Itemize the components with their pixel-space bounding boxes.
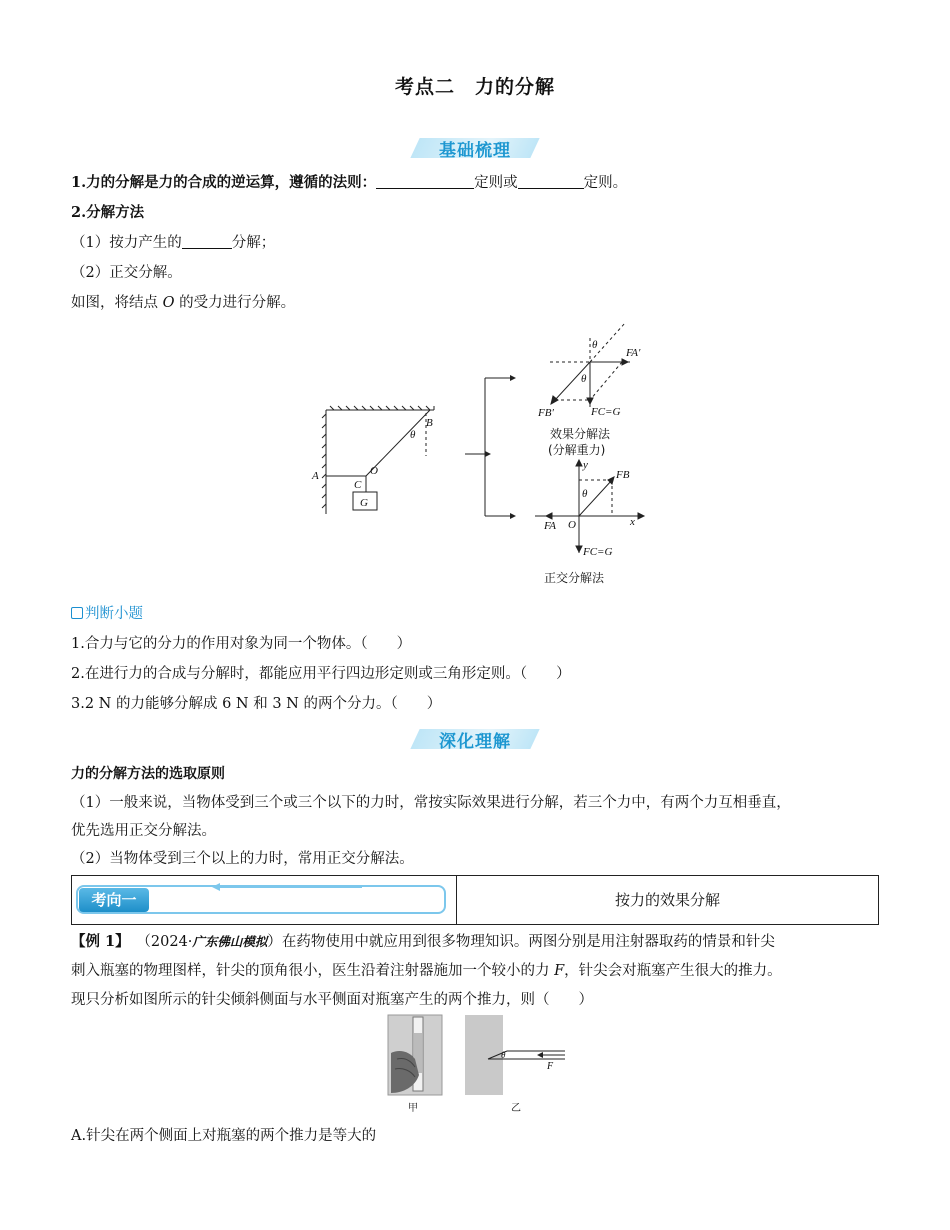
kaoxiang-badge: 考向一 [79, 888, 149, 912]
label-O: O [370, 465, 378, 477]
section-banner-deepen [415, 727, 535, 751]
item-1: 1.力的分解是力的合成的逆运算，遵循的法则： 定则或 定则。 [71, 174, 628, 191]
wall-hatch [322, 406, 434, 514]
principle-1a: （1）一般来说，当物体受到三个或三个以下的力时，常按实际效果进行分解，若三个力中，有两个力互相垂直， [71, 795, 791, 811]
principle-heading: 力的分解方法的选取原则 [71, 766, 225, 782]
label-A: A [312, 470, 319, 482]
label-y: y [583, 459, 588, 471]
section-banner-label: 深化理解 [439, 732, 511, 752]
label-FA-prime: FA′ [626, 347, 641, 359]
caption-yi: 乙 [511, 1103, 521, 1114]
label-FB: FB [616, 469, 630, 481]
method-2: （2）正交分解。 [71, 265, 182, 281]
item-2: 2.分解方法 [71, 204, 145, 221]
example-tag: 【例 1】 [71, 933, 130, 950]
label-FB-prime: FB′ [538, 407, 554, 419]
label-theta-syringe: θ [501, 1050, 506, 1060]
syringe-figure [385, 1013, 575, 1118]
label-F: F [547, 1061, 554, 1072]
label-O-2: O [568, 519, 576, 531]
example-line-1: 【例 1】 （2024·广东佛山模拟）在药物使用中就应用到很多物理知识。两图分别是用注射器取药的情景和针尖 [71, 933, 775, 950]
label-G: G [360, 497, 368, 509]
blank-3[interactable] [182, 234, 232, 249]
caption-effect-sub: (分解重力) [548, 443, 606, 457]
page-title: 考点二 力的分解 [394, 76, 555, 98]
label-theta-1: θ [410, 429, 416, 441]
caption-orthogonal: 正交分解法 [544, 571, 605, 585]
label-FC-eq-G-1: FC=G [591, 406, 621, 418]
judge-item-2: 2.在进行力的合成与分解时，都能应用平行四边形定则或三角形定则。（ ） [71, 666, 571, 682]
item-1-text: .力的分解是力的合成的逆运算，遵循的法则： [81, 174, 377, 191]
example-source: 广东佛山模拟 [192, 934, 268, 949]
effect-decomposition-diagram [550, 323, 630, 408]
principle-1b: 优先选用正交分解法。 [71, 823, 216, 839]
section-banner-basics [415, 136, 535, 160]
judge-heading: 判断小题 [71, 602, 143, 623]
label-B: B [426, 417, 433, 429]
label-x: x [630, 516, 635, 528]
label-theta-3: θ [581, 373, 587, 385]
example-line-2: 刺入瓶塞的物理图样，针尖的顶角很小，医生沿着注射器施加一个较小的力 F，针尖会对瓶塞产生很大的推力。 [71, 963, 782, 979]
method-1: （1）按力产生的 分解； [71, 235, 276, 251]
figure-intro: 如图，将结点 O 的受力进行分解。 [71, 295, 296, 311]
judge-item-1: 1.合力与它的分力的作用对象为同一个物体。（ ） [71, 636, 412, 652]
caption-jia: 甲 [408, 1103, 418, 1114]
option-A[interactable]: A.针尖在两个侧面上对瓶塞的两个推力是等大的 [71, 1128, 377, 1144]
caption-effect: 效果分解法 [550, 427, 611, 441]
blank-2[interactable] [518, 174, 584, 189]
force-decomposition-figure [300, 318, 660, 593]
kaoxiang-title: 按力的效果分解 [614, 891, 720, 909]
principle-2: （2）当物体受到三个以上的力时，常用正交分解法。 [71, 851, 414, 867]
label-theta-2: θ [592, 339, 598, 351]
kaoxiang-table [71, 875, 879, 925]
judge-item-3: 3.2 N 的力能够分解成 6 N 和 3 N 的两个分力。（ ） [71, 696, 442, 712]
label-C: C [354, 479, 362, 491]
blank-1[interactable] [376, 174, 474, 189]
label-theta-4: θ [582, 488, 588, 500]
arrow-line-icon [212, 883, 362, 891]
label-FA: FA [544, 520, 557, 532]
label-FC-eq-G-2: FC=G [583, 546, 613, 558]
checkbox-icon [71, 607, 83, 619]
section-banner-label: 基础梳理 [439, 141, 511, 161]
example-line-3: 现只分析如图所示的针尖倾斜侧面与水平侧面对瓶塞产生的两个推力，则（ ） [71, 992, 593, 1008]
